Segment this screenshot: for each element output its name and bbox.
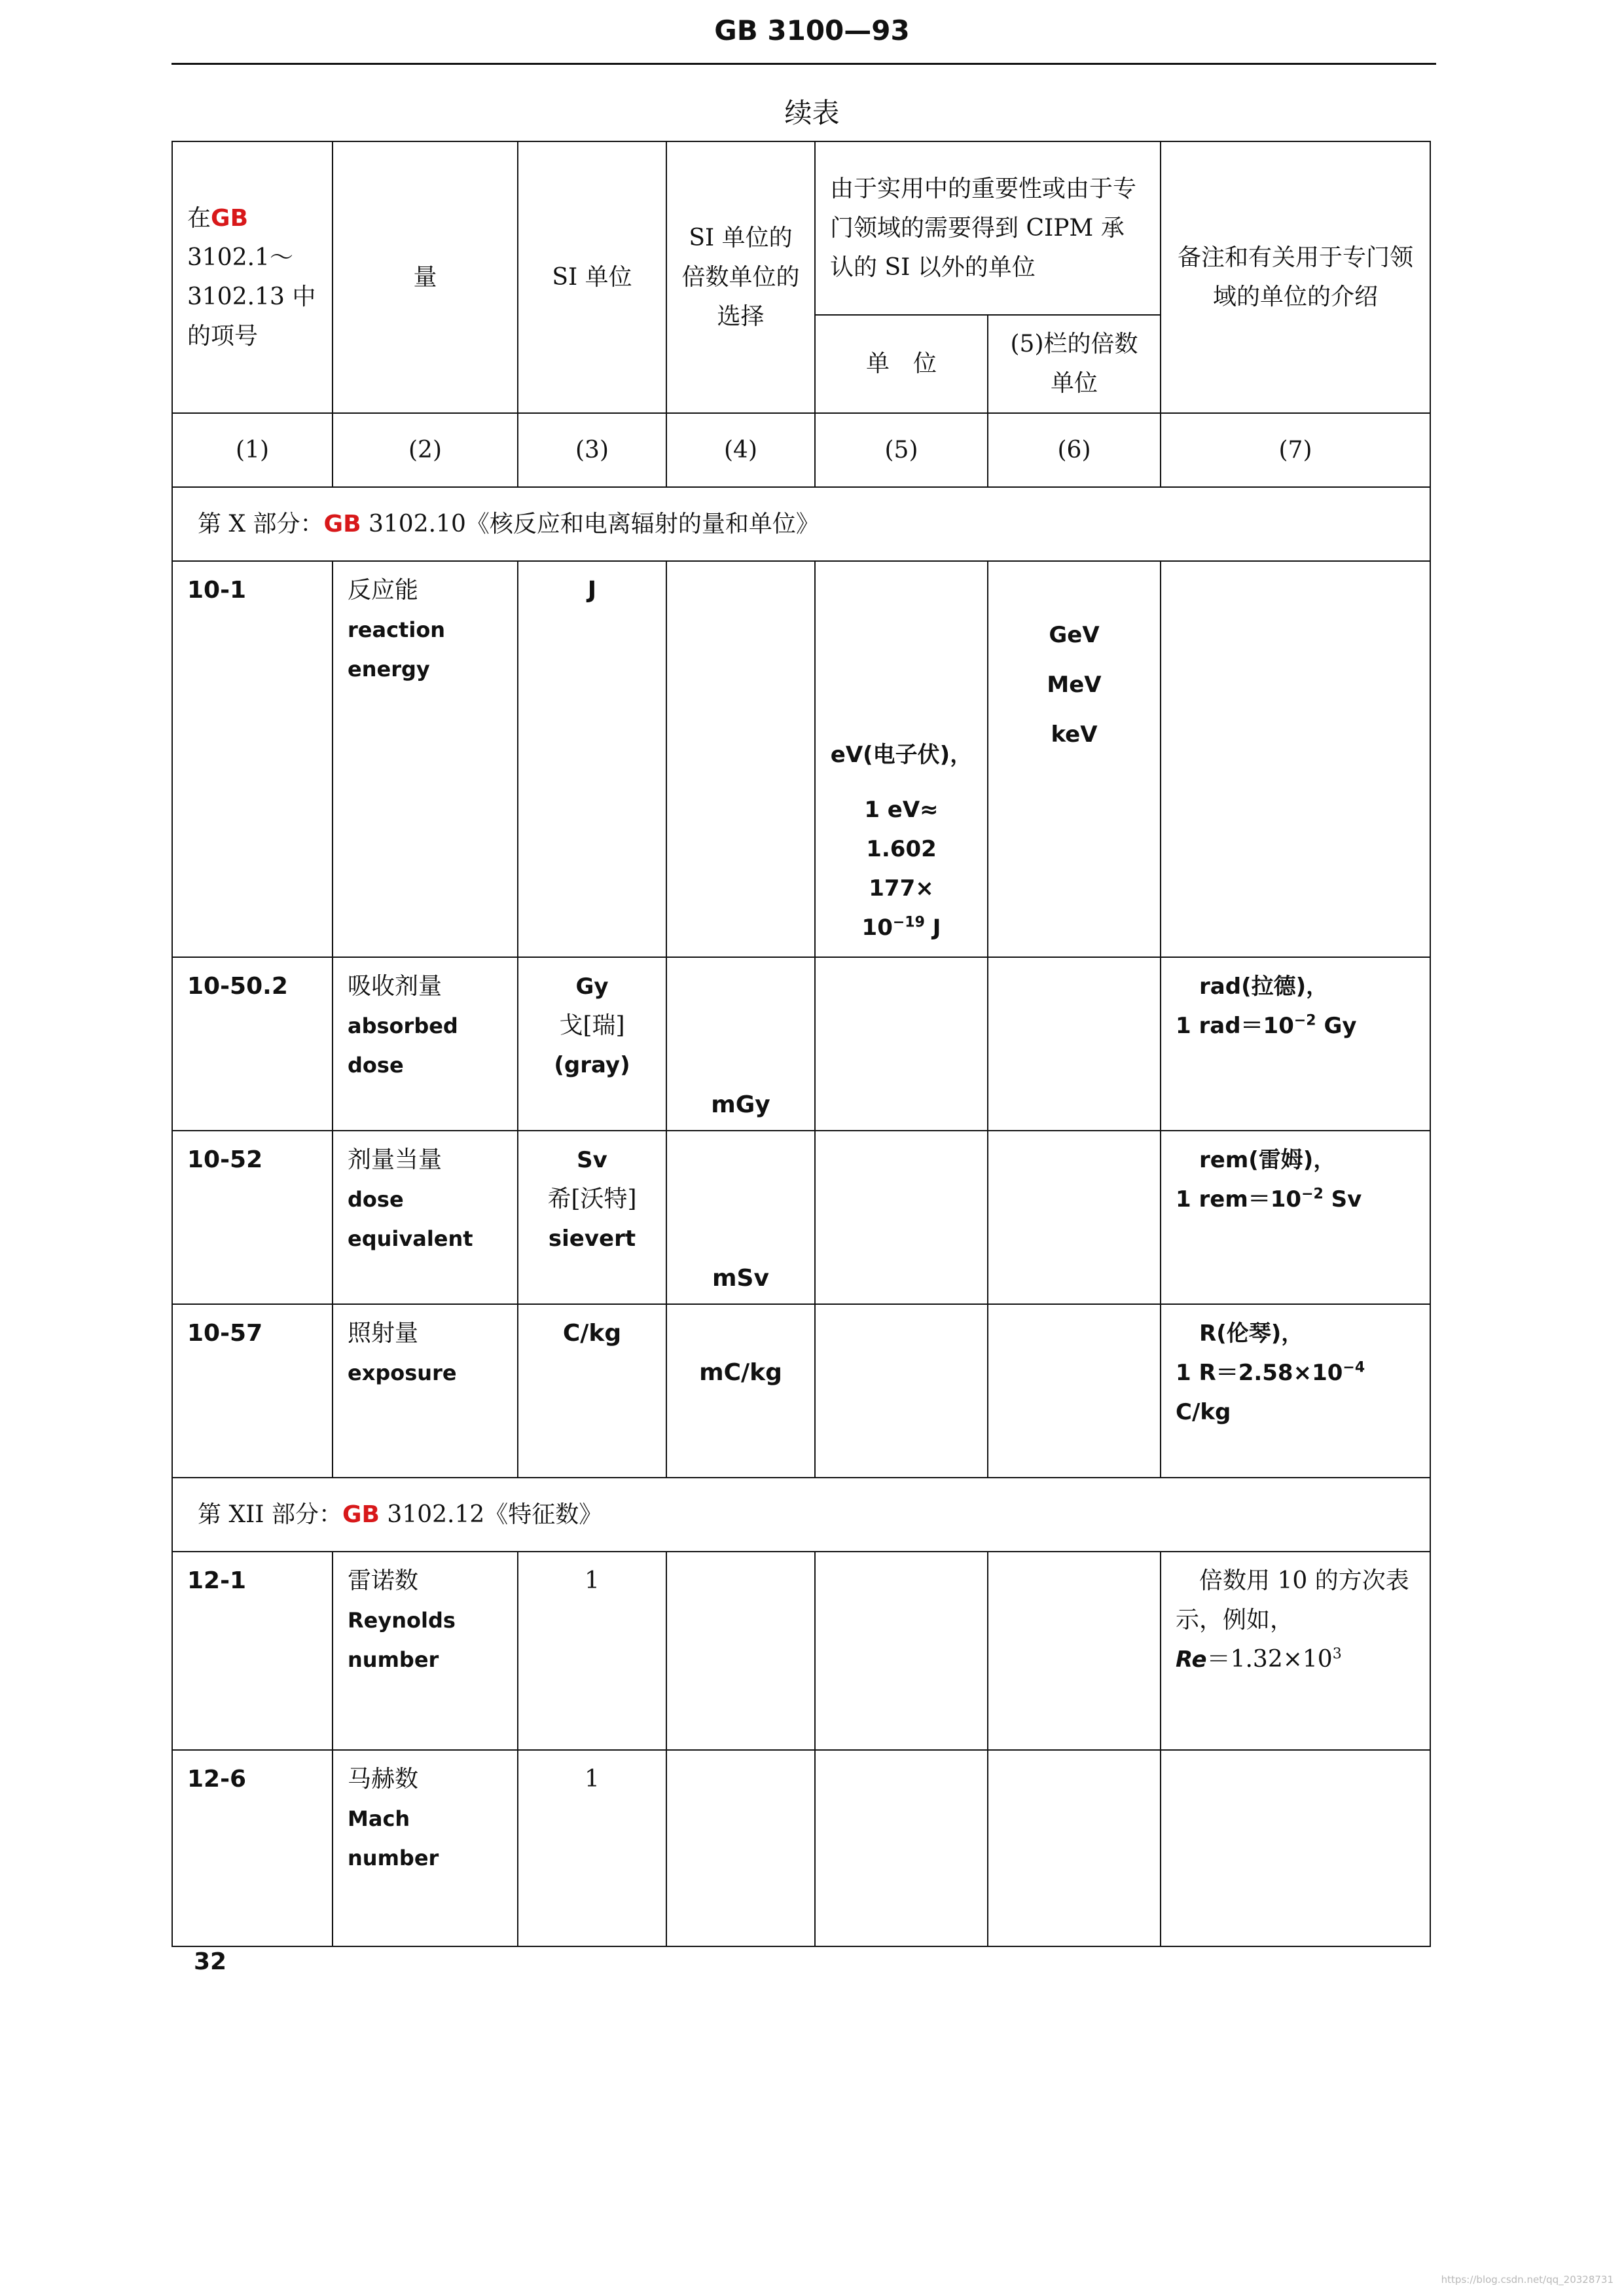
si-unit: Sv [577,1147,607,1173]
quantity-zh: 马赫数 [348,1766,419,1793]
cipm-unit [815,1304,988,1478]
remarks-unit: rad(拉德)， [1199,974,1329,1000]
si-unit: 1 [518,1750,666,1946]
si-multiples: mGy [666,957,815,1131]
cipm-unit [815,1131,988,1304]
quantity-en: Reynolds [348,1608,456,1633]
col-header-cipm-multiples: (5)栏的倍数单位 [988,315,1161,413]
si-unit: J [518,561,666,957]
multiple-gev: GeV [1049,622,1100,648]
quantity-zh: 雷诺数 [348,1567,419,1594]
quantity-cell [333,1750,518,1946]
section-xii-heading: 第 XII 部分：GB 3102.12《特征数》 [172,1478,1430,1552]
item-id: 10-1 [172,561,333,957]
cipm-unit-name: eV(电子伏)， [830,742,973,768]
remarks-equation: 1 $rad=10^{-2}$ Gy [1176,1012,1357,1039]
col-number: (3) [518,413,666,487]
item-id: 12-1 [172,1552,333,1750]
remarks-equation: 1 $R=2.58\times 10^{-4}$ C/kg [1176,1359,1365,1425]
col-header-si-multiples: SI 单位的倍数单位的选择 [666,141,815,413]
quantity-zh: 照射量 [348,1320,419,1347]
si-unit: C/kg [518,1304,666,1478]
col-number: (2) [333,413,518,487]
quantity-en: absorbed dose [348,1013,458,1078]
quantity-cell [333,561,518,957]
quantity-zh: 剂量当量 [348,1146,442,1173]
table-row [172,1552,1430,1750]
table-row [172,957,1430,1131]
si-unit-alt: sievert [548,1226,636,1252]
si-multiples: mSv [666,1131,815,1304]
cipm-unit-power: $10^{-19}$ J [861,914,941,941]
quantity-en: dose [348,1187,404,1212]
cipm-unit-value: 1.602 177× [866,836,937,902]
quantity-en: equivalent [348,1226,473,1251]
cipm-unit [815,1552,988,1750]
remarks-cell [1161,1304,1430,1478]
remarks-text: 倍数用 10 的方次表示，例如， [1176,1567,1409,1633]
remarks-cell [1161,1552,1430,1750]
si-multiples [666,1750,815,1946]
table-row [172,1304,1430,1478]
remarks-unit: rem(雷姆)， [1199,1147,1336,1173]
si-multiples [666,561,815,957]
section-x-heading: 第 X 部分：GB 3102.10《核反应和电离辐射的量和单位》 [172,487,1430,561]
col-header-cipm: 由于实用中的重要性或由于专门领域的需要得到 CIPM 承认的 SI 以外的单位 [815,141,1161,315]
si-unit-cell [518,1131,666,1304]
col-header-remarks: 备注和有关用于专门领域的单位的介绍 [1161,141,1430,413]
table-row [172,1131,1430,1304]
remarks-cell [1161,1131,1430,1304]
quantity-zh: 反应能 [348,577,419,604]
quantity-cell [333,1304,518,1478]
cipm-multiples [988,1131,1161,1304]
col-header-si-unit: SI 单位 [518,141,666,413]
col-header-quantity: 量 [333,141,518,413]
remarks-example: $Re=1.32\times 10^3$ [1176,1646,1342,1673]
item-id: 12-6 [172,1750,333,1946]
remarks [1161,561,1430,957]
quantity-en: number [348,1647,439,1672]
table-row [172,1750,1430,1946]
si-unit-alt: (gray) [554,1052,630,1078]
cipm-unit-equation: 1 eV≈ [864,797,939,823]
col-header-cipm-unit: 单 位 [815,315,988,413]
multiple-kev: keV [1051,721,1098,748]
cipm-unit [815,957,988,1131]
quantity-cell [333,957,518,1131]
col-number: (4) [666,413,815,487]
table-row [172,561,1430,957]
cipm-multiples [988,1750,1161,1946]
table-continued-title: 续表 [784,97,840,129]
col-header-item: 在GB 3102.1～3102.13 中的项号 [172,141,333,413]
col-number: (1) [172,413,333,487]
item-id: 10-57 [172,1304,333,1478]
units-table [171,141,1431,1947]
si-unit-zh: 戈[瑞] [559,1012,625,1039]
item-id: 10-52 [172,1131,333,1304]
quantity-en: exposure [348,1360,457,1385]
remarks-unit: R(伦琴)， [1199,1321,1304,1347]
si-unit: Gy [575,974,609,1000]
watermark-url: https://blog.csdn.net/qq_20328731 [1441,2274,1614,2286]
si-unit-zh: 希[沃特] [547,1186,637,1212]
cipm-multiples [988,1552,1161,1750]
remarks-equation: 1 $rem=10^{-2}$ Sv [1176,1186,1362,1212]
quantity-en: Mach number [348,1806,439,1870]
document-header: GB 3100—93 [714,14,910,46]
cipm-multiples [988,1304,1161,1478]
col-number: (5) [815,413,988,487]
col-number: (6) [988,413,1161,487]
si-unit: 1 [518,1552,666,1750]
page-number: 32 [194,1948,227,1975]
cipm-unit-cell [815,561,988,957]
si-unit-cell [518,957,666,1131]
si-multiples: mC/kg [666,1304,815,1478]
si-multiples [666,1552,815,1750]
remarks-cell [1161,957,1430,1131]
quantity-en: reaction energy [348,617,446,682]
quantity-zh: 吸收剂量 [348,973,442,1000]
multiple-mev: MeV [1047,672,1102,698]
quantity-cell [333,1131,518,1304]
item-id: 10-50.2 [172,957,333,1131]
quantity-cell [333,1552,518,1750]
cipm-multiples-cell [988,561,1161,957]
cipm-multiples [988,957,1161,1131]
header-rule [171,63,1436,65]
col-number: (7) [1161,413,1430,487]
remarks [1161,1750,1430,1946]
cipm-unit [815,1750,988,1946]
